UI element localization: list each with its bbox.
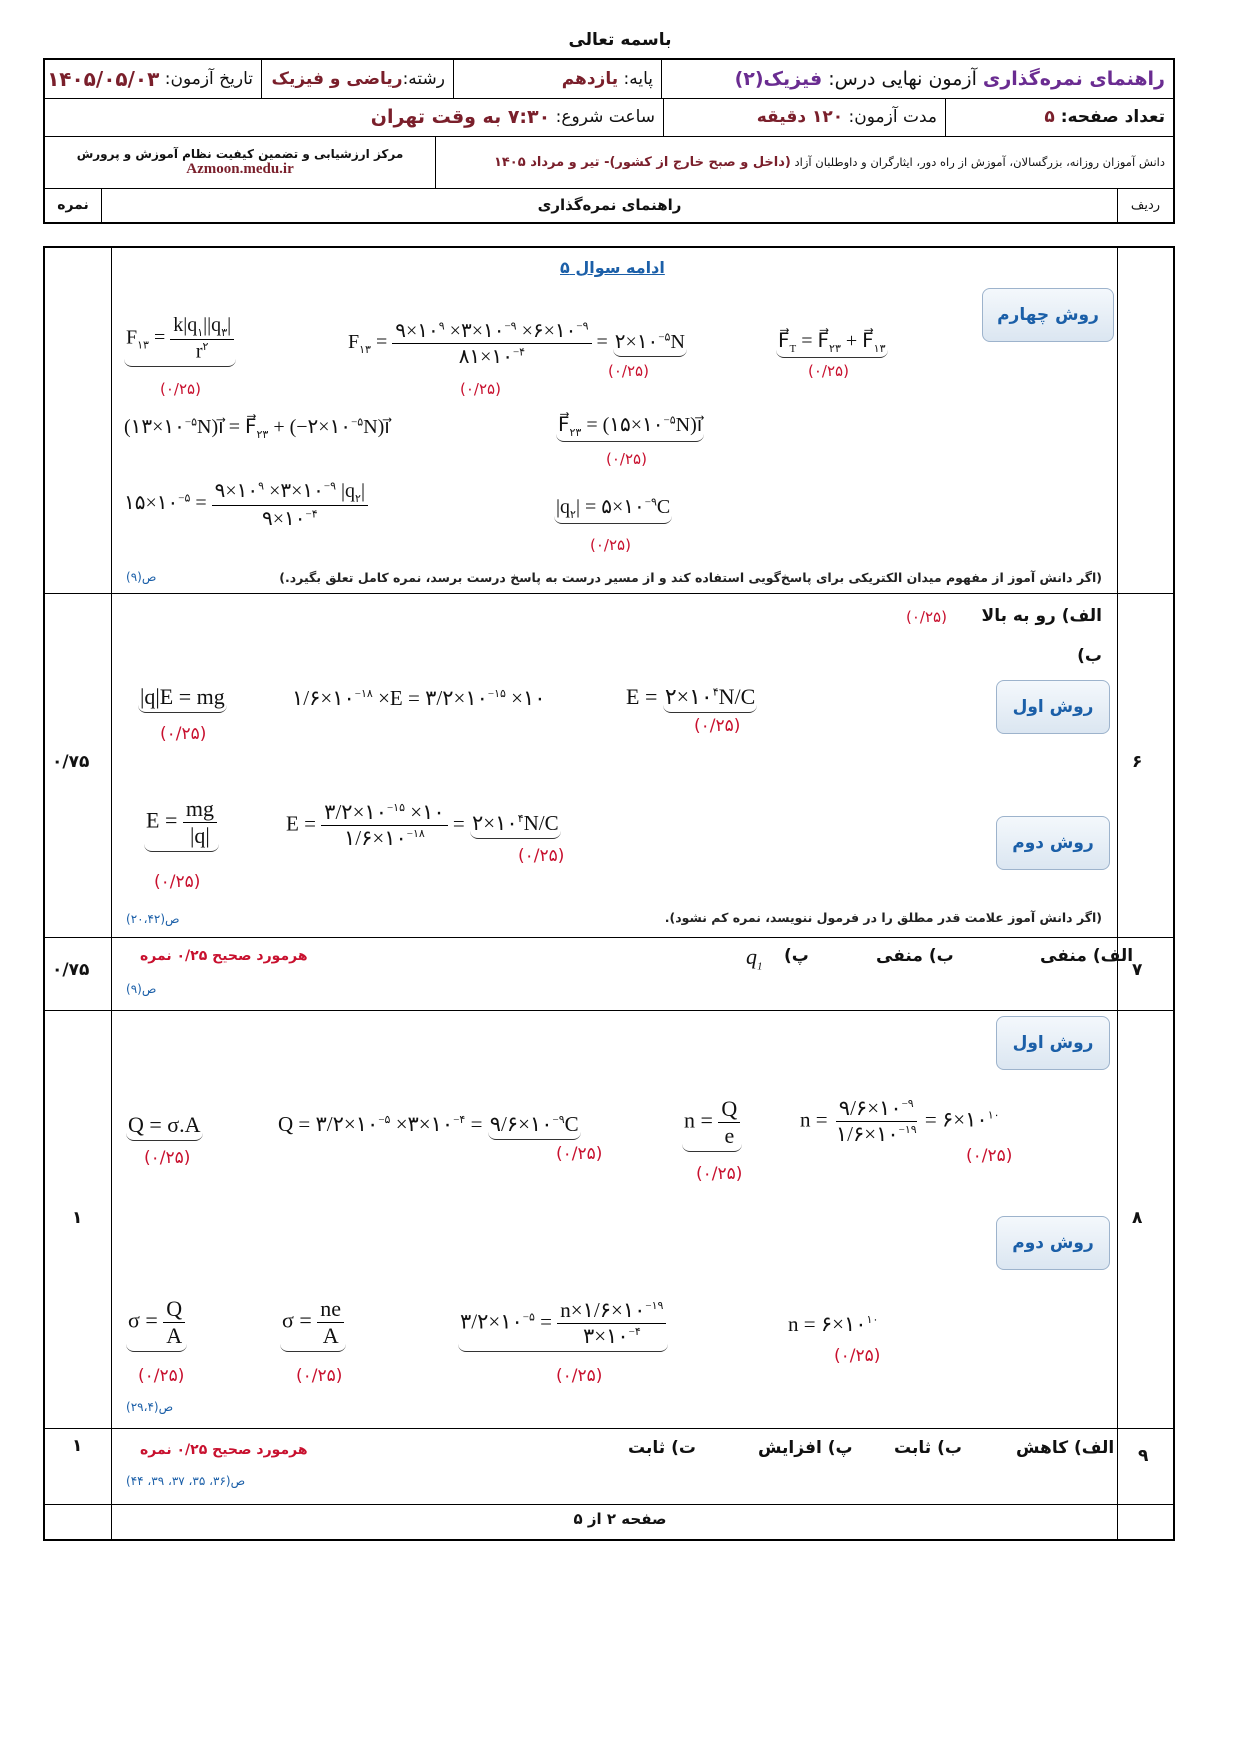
score-mark: (۰/۲۵) [694, 716, 741, 736]
score-mark: (۰/۲۵) [608, 362, 649, 380]
q5-eq-total-force: $F⃗_T$ = $F⃗_{۲۳}$ + $F⃗_{۱۳}$ [776, 328, 888, 358]
q6-a-label: الف) [1061, 606, 1102, 626]
q5-eq-vector: $(۱۳\times ۱۰^{-۵}N)i⃗$ = $F⃗_{۲۳}$ + $(-۲\times ۱۰^{-۵}N)i⃗$ [124, 416, 390, 441]
course-name: فیزیک(۲) [734, 68, 823, 90]
q8-eq-q-formula: Q = σ.A [126, 1112, 203, 1141]
center-cell [45, 136, 435, 188]
q7-part-a: الف) منفی [1040, 946, 1134, 966]
score-mark: (۰/۲۵) [966, 1146, 1013, 1166]
date-cell [45, 60, 261, 98]
divider [45, 937, 1173, 938]
q9-row-number: ۹ [1138, 1446, 1149, 1466]
q6-b-label: ب) [1077, 646, 1102, 666]
score-mark: (۰/۲۵) [144, 1148, 191, 1168]
col-guide-header [101, 188, 1117, 222]
q6-row-number: ۶ [1132, 752, 1143, 772]
q5-eq-f23: $F⃗_{۲۳}$ = $(۱۵\times ۱۰^{-۵}N)i⃗$ [556, 412, 704, 442]
q8-eq-n-result: $n = ۶\times ۱۰^{۱۰}$ [788, 1312, 879, 1336]
q6-method-2-badge: روش دوم [996, 816, 1110, 870]
start-cell [45, 98, 663, 136]
q8-row-number: ۸ [1132, 1208, 1143, 1228]
pages-cell [945, 98, 1173, 136]
duration-cell [663, 98, 945, 136]
divider [111, 248, 112, 1539]
header-row-3 [45, 136, 1173, 189]
grade-label: پایه: [618, 69, 653, 89]
q5-page-ref: ص(۹) [126, 570, 157, 584]
q8-eq-n-formula: n = $\frac{Q}{e}$ [682, 1096, 742, 1152]
duration-label: مدت آزمون: [843, 107, 937, 127]
q8-eq-q-value: $Q = ۳/۲\times ۱۰^{-۵}$ $\times ۳\times ۱۰^{-۴}$ = $۹/۶\times ۱۰^{-۹}C$ [278, 1112, 581, 1140]
divider [45, 1428, 1173, 1429]
q6-eq-e-value: $E = ۲\times ۱۰^۴N/C$ [626, 684, 757, 713]
q9-each-score: هرمورد صحیح ۰/۲۵ نمره [140, 1442, 308, 1458]
q8-page-ref: ص(۲۹،۴) [126, 1400, 174, 1414]
exam-header [43, 58, 1175, 224]
score-mark: (۰/۲۵) [460, 380, 501, 398]
q5-method-4-badge: روش چهارم [982, 288, 1114, 342]
score-mark: (۰/۲۵) [606, 450, 647, 468]
score-mark: (۰/۲۵) [834, 1346, 881, 1366]
q8-score: ۱ [72, 1208, 83, 1228]
col-guide-label: راهنمای نمره‌گذاری [537, 196, 682, 214]
grade-value: یازدهم [561, 69, 619, 89]
q9-part-a: الف) کاهش [1016, 1438, 1115, 1458]
q5-note: (اگر دانش آموز از مفهوم میدان الکتریکی برای پاسخ‌گویی استفاده کند و از مسیر درست به پاسخ درست برسد، نمره کامل تعلق بگیرد.) [279, 570, 1102, 585]
q8-method-1-badge: روش اول [996, 1016, 1110, 1070]
col-score-header [45, 188, 101, 222]
q6-note: (اگر دانش آموز علامت قدر مطلق را در فرمول ننویسد، نمره کم نشود). [664, 910, 1102, 925]
field-cell [261, 60, 453, 98]
col-score-label: نمره [57, 197, 89, 213]
col-row-label: ردیف [1130, 197, 1161, 213]
score-mark: (۰/۲۵) [590, 536, 631, 554]
q8-eq-sigma-calc: $۳/۲\times ۱۰^{-۵}$ = $\frac{n\times ۱/۶\times ۱۰^{-۱۹}}{۳\times ۱۰^{-۴}}$ [458, 1298, 668, 1352]
q9-part-c: پ) افزایش [758, 1438, 853, 1458]
q7-each-score: هرمورد صحیح ۰/۲۵ نمره [140, 948, 308, 964]
q7-row-number: ۷ [1132, 960, 1143, 980]
q7-part-b: ب) منفی [876, 946, 954, 966]
q6-score: ۰/۷۵ [52, 752, 90, 772]
score-mark: (۰/۲۵) [296, 1366, 343, 1386]
q8-eq-n-value: n = $\frac{۹/۶\times ۱۰^{-۹}}{۱/۶\times ۱۰^{-۱۹}}$ = $۶\times ۱۰^{۱۰}$ [800, 1096, 1000, 1146]
q9-part-b: ب) ثابت [894, 1438, 962, 1458]
date-label: تاریخ آزمون: [159, 69, 253, 89]
bismillah: باسمه تعالی [568, 30, 672, 50]
center-name: مرکز ارزشیابی و تضمین کیفیت نظام آموزش و پرورش [76, 146, 404, 161]
q6-eq-e-calc: E = $\frac{۳/۲\times ۱۰^{-۱۵} \times ۱۰}{۱/۶\times ۱۰^{-۱۸}}$ = $۲\times ۱۰^۴N/C$ [286, 800, 559, 850]
q9-score: ۱ [72, 1436, 83, 1456]
col-row-header [1117, 188, 1173, 222]
pages-label: تعداد صفحه: [1054, 107, 1165, 127]
divider [45, 1504, 1173, 1505]
q8-eq-sigma-ne: σ = $\frac{ne}{A}$ [280, 1296, 346, 1352]
students-bold: (داخل و صبح خارج از کشور)- تیر و مرداد ۱۴۰۵ [493, 154, 791, 170]
q7-page-ref: ص(۹) [126, 982, 157, 996]
q6-part-a [982, 606, 1102, 626]
q6-a-score: (۰/۲۵) [906, 608, 947, 626]
q9-page-ref: ص(۳۶، ۳۵، ۳۷، ۳۹، ۴۴) [126, 1474, 246, 1488]
q6-page-ref: ص(۲۰،۴۲) [126, 912, 180, 926]
students-text: دانش آموزان روزانه، بزرگسالان، آموزش از راه دور، ایثارگران و داوطلبان آزاد [790, 155, 1165, 169]
field-label: رشته: [402, 69, 445, 89]
q5-eq-f13-value: $F_{۱۳}$ = $\frac{۹\times ۱۰^۹ \times ۳\times ۱۰^{-۹} \times ۶\times ۱۰^{-۹}}{۸۱\times ۱۰^{-۴}}$ = $۲\times ۱۰^{-۵}N$ [348, 320, 685, 368]
score-mark: (۰/۲۵) [138, 1366, 185, 1386]
q6-eq-substitution: $۱/۶\times ۱۰^{-۱۸} \times E$ = $۳/۲\times ۱۰^{-۱۵}$ ×۱۰ [292, 686, 546, 710]
grade-cell [453, 60, 661, 98]
score-mark: (۰/۲۵) [518, 846, 565, 866]
website: Azmoon.medu.ir [186, 160, 294, 177]
q6-a-text: رو به بالا [981, 606, 1062, 626]
score-mark: (۰/۲۵) [696, 1164, 743, 1184]
start-value: ۷:۳۰ به وقت تهران [370, 106, 551, 128]
divider [1117, 248, 1118, 1539]
score-mark: (۰/۲۵) [556, 1144, 603, 1164]
score-mark: (۰/۲۵) [808, 362, 849, 380]
title-prefix: راهنمای نمره‌گذاری [982, 68, 1165, 90]
divider [45, 1010, 1173, 1011]
q5-eq-q2-value: $|q_۲|$ = $۵\times ۱۰^{-۹}C$ [554, 494, 672, 524]
q7-c-symbol: q [746, 944, 757, 969]
q6-eq-force-balance: |q|E = mg [138, 684, 227, 713]
q9-part-d: ت) ثابت [628, 1438, 696, 1458]
duration-value: ۱۲۰ دقیقه [756, 107, 844, 127]
q5-title: ادامه سوال ۵ [560, 258, 665, 277]
q7-c-subscript: 1 [757, 960, 763, 973]
field-value: ریاضی و فیزیک [271, 69, 403, 89]
q6-method-1-badge: روش اول [996, 680, 1110, 734]
score-mark: (۰/۲۵) [154, 872, 201, 892]
q7-score: ۰/۷۵ [52, 960, 90, 980]
q7-part-c-label: پ) [784, 946, 809, 966]
score-mark: (۰/۲۵) [556, 1366, 603, 1386]
header-row-1 [45, 60, 1173, 99]
students-cell [435, 136, 1173, 188]
exam-date: ۱۴۰۵/۰۵/۰۳ [47, 67, 160, 91]
title-middle: آزمون نهایی درس: [822, 68, 983, 90]
header-row-2 [45, 98, 1173, 137]
q5-eq-f13-formula: $F_{۱۳}$ = $\frac{k|q_۱||q_۳|}{r^۲}$ [124, 314, 236, 367]
page-footer: صفحه ۲ از ۵ [573, 1510, 667, 1528]
score-mark: (۰/۲۵) [160, 380, 201, 398]
score-mark: (۰/۲۵) [160, 724, 207, 744]
header-row-4 [45, 188, 1173, 222]
q8-eq-sigma-formula: σ = $\frac{Q}{A}$ [126, 1296, 187, 1352]
q5-eq-q2-calc: $۱۵\times ۱۰^{-۵}$ = $\frac{۹\times ۱۰^۹ \times ۳\times ۱۰^{-۹} |q_۲|}{۹\times ۱۰^{-۴}}$ [124, 478, 368, 531]
q6-eq-e-formula: E = $\frac{mg}{|q|}$ [144, 796, 219, 852]
q8-method-2-badge: روش دوم [996, 1216, 1110, 1270]
start-label: ساعت شروع: [550, 107, 655, 127]
divider [45, 593, 1173, 594]
course-cell [661, 60, 1173, 98]
pages-value: ۵ [1044, 107, 1055, 127]
q7-part-c-value [746, 944, 763, 972]
